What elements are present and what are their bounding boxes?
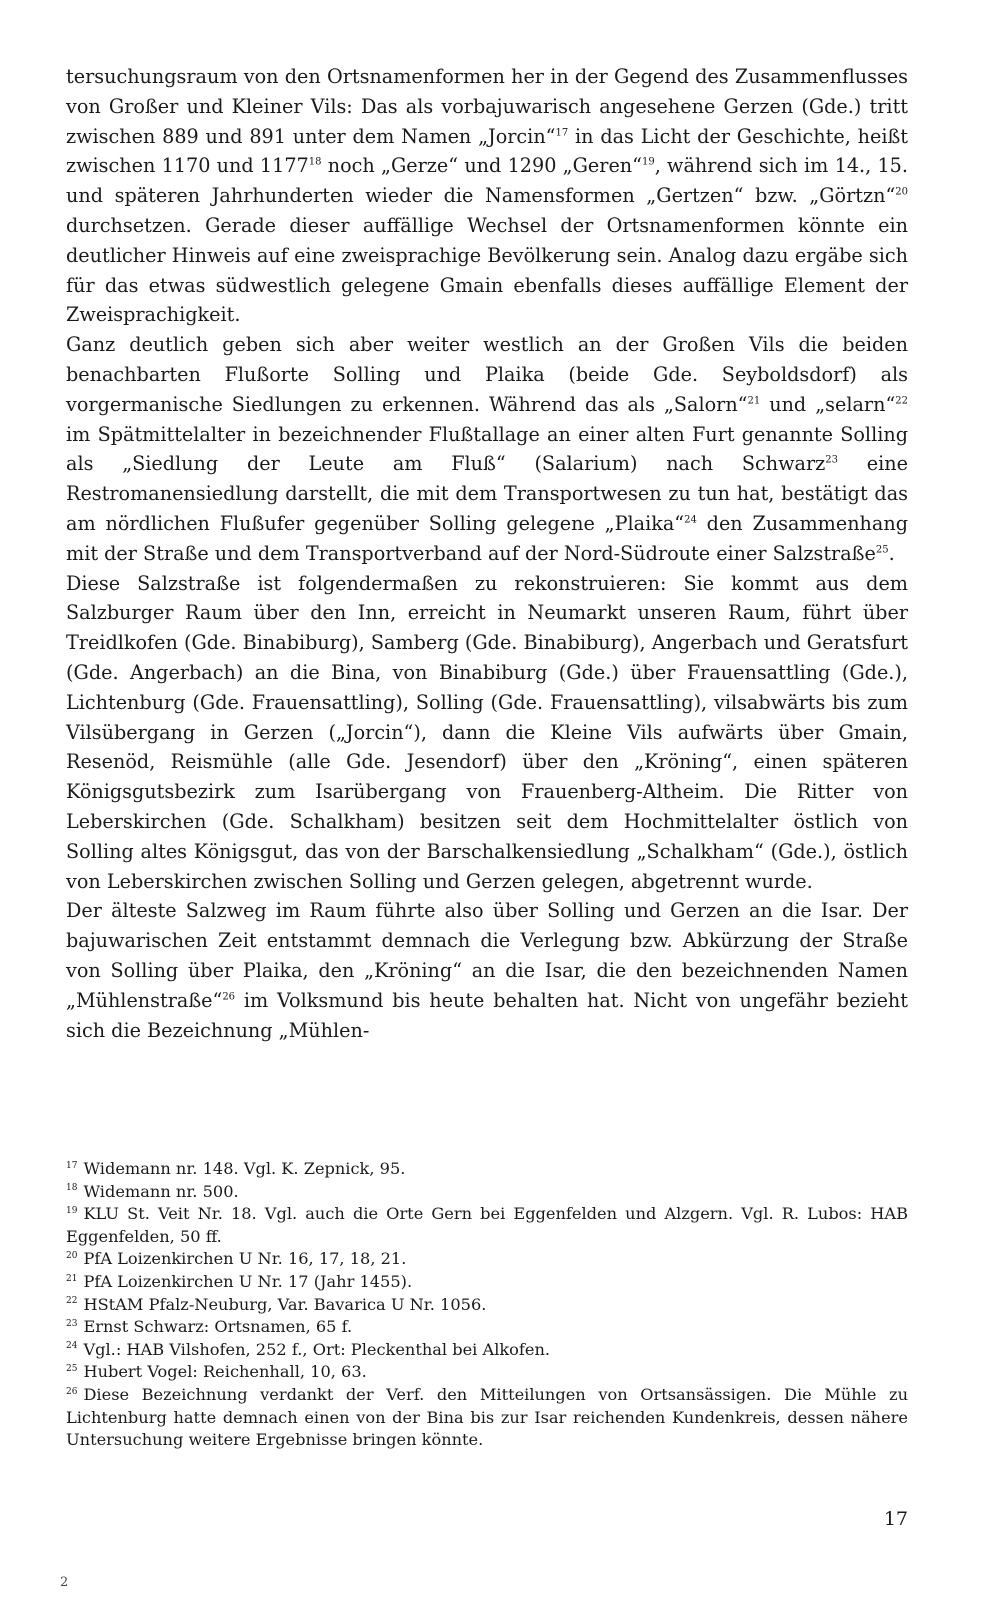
footnote-text: Ernst Schwarz: Ortsnamen, 65 f. — [83, 1317, 353, 1337]
footnote — [66, 1181, 908, 1204]
footnote — [66, 1271, 908, 1294]
text-run: im Spätmittelalter in bezeichnender Flußtallage an einer alten Furt genannte Solling als „Siedlung der Leute am Fluß“ (Salarium) nach Schwarz — [66, 422, 908, 476]
text-run: noch „Gerze“ und 1290 „Geren“ — [321, 154, 642, 178]
footnotes — [66, 1158, 908, 1452]
footnote-ref: 23 — [825, 454, 839, 466]
paragraph-2 — [66, 330, 908, 568]
footnote-number: 25 — [66, 1363, 78, 1374]
footnote-text: Widemann nr. 148. Vgl. K. Zepnick, 95. — [83, 1159, 406, 1178]
text-run: und „selarn“ — [760, 392, 896, 416]
text-run: . — [888, 541, 895, 565]
footnote — [66, 1203, 908, 1248]
text-run: im Volksmund bis heute behalten hat. Nicht von ungefähr bezieht sich die Bezeichnung „Mühlen- — [66, 988, 908, 1042]
footnote-ref: 19 — [641, 157, 655, 168]
footnote-number: 24 — [66, 1341, 78, 1352]
text-run: , während sich im 14., 15. und späteren Jahrhunderten wieder die Namensformen „Gertzen“ bzw. „Görtzn“ — [66, 154, 908, 208]
footnote-ref: 22 — [895, 395, 908, 407]
footnote-text: PfA Loizenkirchen U Nr. 17 (Jahr 1455). — [83, 1271, 413, 1291]
footnote-text: Widemann nr. 500. — [83, 1181, 239, 1201]
footnote-text: Vgl.: HAB Vilshofen, 252 f., Ort: Pleckenthal bei Alkofen. — [83, 1339, 551, 1359]
footnote — [66, 1248, 908, 1271]
text-run: durchsetzen. Gerade dieser auffällige Wechsel der Ortsnamenformen könnte ein deutlicher Hinweis auf eine zweisprachige Bevölkerung sein. Analog dazu ergäbe sich für das etwas südwestlich gelegene Gmain ebenfalls dieses auffällige Element der Zweisprachigkeit. — [66, 213, 908, 327]
footnote-ref: 18 — [308, 157, 322, 168]
footnote-text: PfA Loizenkirchen U Nr. 16, 17, 18, 21. — [83, 1249, 407, 1269]
footnote-number: 21 — [66, 1273, 78, 1284]
footnote-number: 23 — [66, 1318, 78, 1329]
footnote-text: Diese Bezeichnung verdankt der Verf. den Mitteilungen von Ortsansässigen. Die Mühle zu Lichtenburg hatte demnach einen von der Bina bis zur Isar reichenden Kundenkreis, dessen nähere Untersuchung weitere Ergebnisse bringen könnte. — [66, 1384, 908, 1450]
footnote-number: 18 — [66, 1183, 78, 1194]
text-run: tersuchungsraum von den Ortsnamenformen her in der Gegend des Zusammenflusses von Großer und Kleiner Vils: Das als vorbajuwarisch angesehene Gerzen (Gde.) tritt zwischen 889 und 891 unter dem Namen „Jorcin“ — [66, 65, 908, 148]
footnote-number: 26 — [66, 1386, 78, 1397]
main-text — [66, 62, 908, 1045]
footnote — [66, 1361, 908, 1384]
footnote-number: 17 — [66, 1160, 78, 1171]
paragraph-3 — [66, 569, 908, 897]
footnote-number: 19 — [66, 1205, 78, 1216]
footnote-ref: 25 — [875, 544, 889, 556]
footnote — [66, 1294, 908, 1317]
footnote-number: 20 — [66, 1250, 78, 1261]
paragraph-1 — [66, 62, 908, 330]
footnote-number: 22 — [66, 1296, 78, 1307]
text-run: Diese Salzstraße ist folgendermaßen zu rekonstruieren: Sie kommt aus dem Salzburger Raum über den Inn, erreicht in Neumarkt unseren Raum, führt über Treidlkofen (Gde. Binabiburg), Samberg (Gde. Binabiburg), Angerbach und Geratsfurt (Gde. Angerbach) an die Bina, von Binabiburg (Gde.) über Frauensattling (Gde.), Lichtenburg (Gde. Frauensattling), Solling (Gde. Frauensattling), vilsabwärts bis zum Vilsübergang in Gerzen („Jorcin“), dann die Kleine Vils aufwärts über Gmain, Resenöd, Reismühle (alle Gde. Jesendorf) über den „Kröning“, einen späteren Königsgutsbezirk zum Isarübergang von Frauenberg-Altheim. Die Ritter von Leberskirchen (Gde. Schalkham) besitzen seit dem Hochmittelalter östlich von Solling altes Königsgut, das von der Barschalkensiedlung „Schalkham“ (Gde.), östlich von Leberskirchen zwischen Solling und Gerzen gelegen, abgetrennt wurde. — [66, 571, 908, 893]
paragraph-4 — [66, 896, 908, 1045]
footnote-text: HStAM Pfalz-Neuburg, Var. Bavarica U Nr. 1056. — [83, 1294, 487, 1314]
text-run: Ganz deutlich geben sich aber weiter westlich an der Großen Vils die beiden benachbarten Flußorte Solling und Plaika (beide Gde. Seyboldsdorf) als vorgermanische Siedlungen zu erkennen. Während das als „Salorn“ — [66, 333, 908, 416]
corner-mark: 2 — [60, 1575, 69, 1590]
footnote-ref: 20 — [895, 186, 908, 198]
footnote-text: Hubert Vogel: Reichenhall, 10, 63. — [83, 1362, 367, 1382]
text-run: eine Restromanensiedlung darstellt, die mit dem Transportwesen zu tun hat, bestätigt das am nördlichen Flußufer gegenüber Solling gelegene „Plaika“ — [66, 452, 908, 535]
footnote-ref: 24 — [684, 514, 697, 526]
footnote-ref: 21 — [747, 395, 761, 407]
text-run: in das Licht der Geschichte, heißt zwischen 1170 und 1177 — [66, 124, 908, 178]
footnote — [66, 1339, 908, 1362]
footnote — [66, 1384, 908, 1452]
page-number: 17 — [883, 1508, 908, 1530]
footnote-text: KLU St. Veit Nr. 18. Vgl. auch die Orte Gern bei Eggenfelden und Alzgern. Vgl. R. Lubos: HAB Eggenfelden, 50 ff. — [66, 1204, 908, 1246]
text-run: den Zusammenhang mit der Straße und dem Transportverband auf der Nord-Südroute einer Salzstraße — [66, 511, 908, 565]
text-run: Der älteste Salzweg im Raum führte also über Solling und Gerzen an die Isar. Der bajuwarischen Zeit entstammt demnach die Verlegung bzw. Abkürzung der Straße von Solling über Plaika, den „Kröning“ an die Isar, die den bezeichnenden Namen „Mühlenstraße“ — [66, 899, 908, 1012]
footnote-ref: 17 — [555, 127, 569, 139]
footnote — [66, 1316, 908, 1339]
footnote-ref: 26 — [222, 991, 236, 1003]
footnote — [66, 1158, 908, 1181]
